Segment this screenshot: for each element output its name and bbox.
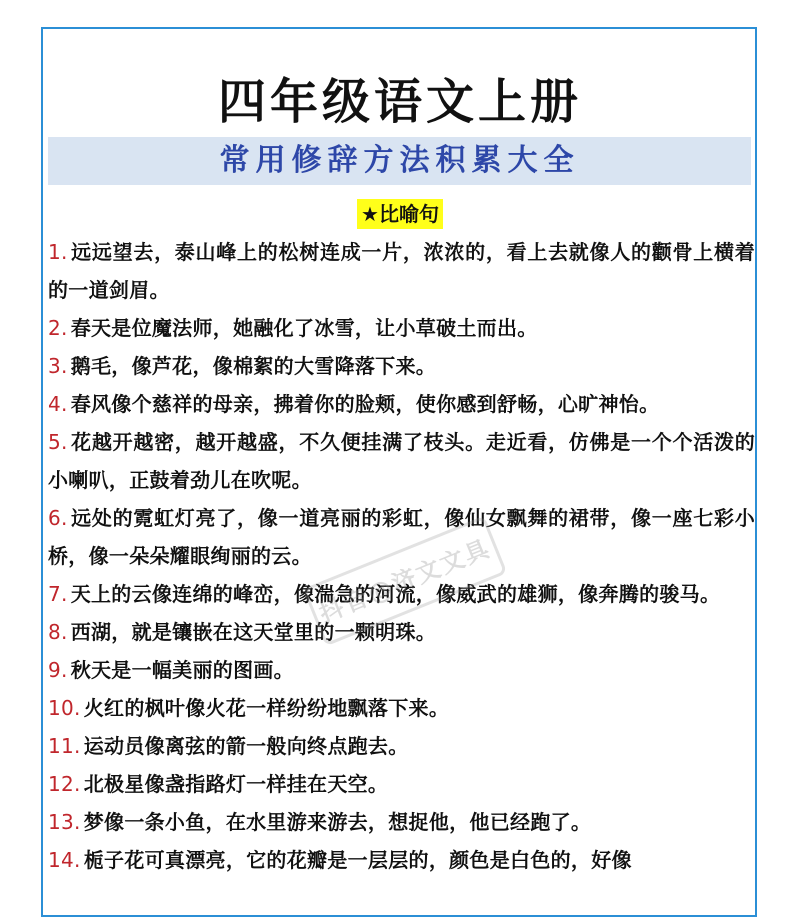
list-item xyxy=(48,841,755,879)
item-text: 火红的枫叶像火花一样纷纷地飘落下来。 xyxy=(83,696,450,720)
item-number: 10. xyxy=(48,696,81,720)
item-text: 鹅毛，像芦花，像棉絮的大雪降落下来。 xyxy=(70,354,437,378)
item-text: 春天是位魔法师，她融化了冰雪，让小草破土而出。 xyxy=(70,316,538,340)
page-title: 四年级语文上册 xyxy=(217,74,582,130)
item-text: 花越开越密，越开越盛，不久便挂满了枝头。走近看，仿佛是一个个活泼的小喇叭，正鼓着劲儿在吹呢。 xyxy=(48,430,755,492)
item-number: 11. xyxy=(48,734,81,758)
item-number: 13. xyxy=(48,810,81,834)
item-number: 9. xyxy=(48,658,68,682)
item-text: 梦像一条小鱼，在水里游来游去，想捉他，他已经跑了。 xyxy=(83,810,592,834)
section-heading-row xyxy=(0,199,800,229)
item-text: 北极星像盏指路灯一样挂在天空。 xyxy=(83,772,389,796)
item-number: 14. xyxy=(48,848,81,872)
item-number: 12. xyxy=(48,772,81,796)
item-number: 1. xyxy=(48,240,68,264)
item-number: 4. xyxy=(48,392,68,416)
item-text: 西湖，就是镶嵌在这天堂里的一颗明珠。 xyxy=(70,620,437,644)
item-text: 远处的霓虹灯亮了，像一道亮丽的彩虹，像仙女飘舞的裙带，像一座七彩小桥，像一朵朵耀眼绚丽的云。 xyxy=(48,506,755,568)
section-heading: ★比喻句 xyxy=(357,199,443,229)
list-item xyxy=(48,233,755,309)
list-item xyxy=(48,309,755,347)
watermark-stamp: 抖音@济文文具 xyxy=(303,516,508,647)
item-text: 天上的云像连绵的峰峦，像湍急的河流，像威武的雄狮，像奔腾的骏马。 xyxy=(70,582,721,606)
subtitle-banner: 常用修辞方法积累大全 xyxy=(48,137,751,185)
item-number: 2. xyxy=(48,316,68,340)
item-text: 春风像个慈祥的母亲，拂着你的脸颊，使你感到舒畅，心旷神怡。 xyxy=(70,392,660,416)
item-number: 7. xyxy=(48,582,68,606)
list-item xyxy=(48,765,755,803)
item-number: 5. xyxy=(48,430,68,454)
item-number: 3. xyxy=(48,354,68,378)
list-item xyxy=(48,423,755,499)
item-number: 6. xyxy=(48,506,68,530)
list-item xyxy=(48,651,755,689)
item-number: 8. xyxy=(48,620,68,644)
item-text: 远远望去，泰山峰上的松树连成一片，浓浓的，看上去就像人的颧骨上横着的一道剑眉。 xyxy=(48,240,755,302)
list-item xyxy=(48,727,755,765)
list-item xyxy=(48,613,755,651)
item-text: 栀子花可真漂亮，它的花瓣是一层层的，颜色是白色的，好像 xyxy=(83,848,632,872)
list-item xyxy=(48,385,755,423)
item-text: 运动员像离弦的箭一般向终点跑去。 xyxy=(83,734,409,758)
list-item xyxy=(48,689,755,727)
list-item xyxy=(48,347,755,385)
item-text: 秋天是一幅美丽的图画。 xyxy=(70,658,294,682)
list-item xyxy=(48,803,755,841)
